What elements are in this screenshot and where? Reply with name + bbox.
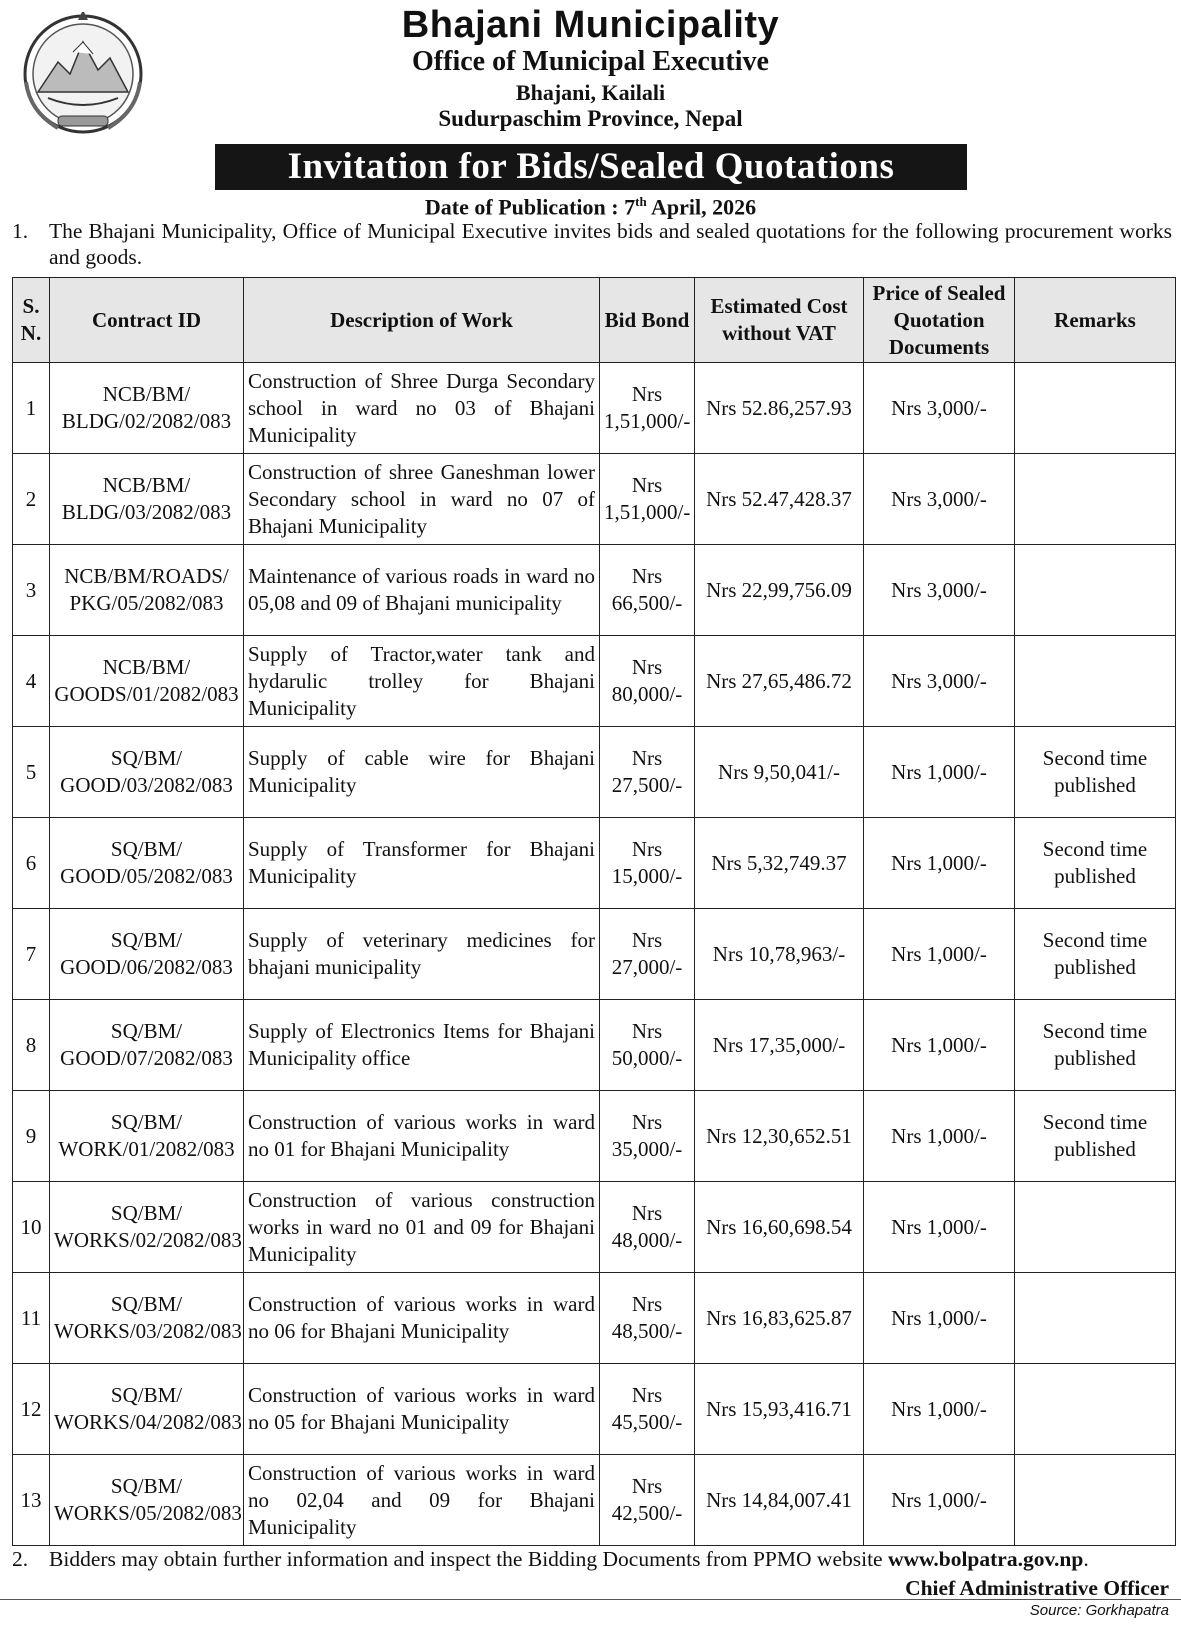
publication-date-sup: th xyxy=(635,194,647,209)
publication-date-rest: April, 2026 xyxy=(646,194,757,220)
header-remarks: Remarks xyxy=(1015,278,1176,363)
row-remarks xyxy=(1015,363,1176,454)
table-row xyxy=(13,1273,1176,1364)
row-sn: 6 xyxy=(13,818,50,909)
row-price: Nrs 1,000/- xyxy=(864,1273,1015,1364)
row-remarks: Second time published xyxy=(1015,818,1176,909)
row-price: Nrs 1,000/- xyxy=(864,727,1015,818)
row-contract-id: SQ/BM/ WORKS/02/2082/083 xyxy=(50,1182,244,1273)
row-description: Supply of Transformer for Bhajani Municipality xyxy=(244,818,600,909)
row-bid-bond: Nrs 66,500/- xyxy=(600,545,695,636)
row-price: Nrs 1,000/- xyxy=(864,1364,1015,1455)
row-description: Construction of various works in ward no 02,04 and 09 for Bhajani Municipality xyxy=(244,1455,600,1546)
signatory: Chief Administrative Officer xyxy=(905,1576,1169,1600)
row-remarks: Second time published xyxy=(1015,1000,1176,1091)
publication-date xyxy=(0,194,1181,220)
row-sn: 4 xyxy=(13,636,50,727)
row-description: Supply of veterinary medicines for bhajani municipality xyxy=(244,909,600,1000)
row-remarks xyxy=(1015,1455,1176,1546)
table-row xyxy=(13,909,1176,1000)
table-row xyxy=(13,1000,1176,1091)
row-contract-id: NCB/BM/ BLDG/02/2082/083 xyxy=(50,363,244,454)
row-sn: 2 xyxy=(13,454,50,545)
row-description: Construction of various works in ward no 06 for Bhajani Municipality xyxy=(244,1273,600,1364)
row-estimated-cost: Nrs 9,50,041/- xyxy=(695,727,864,818)
row-price: Nrs 3,000/- xyxy=(864,454,1015,545)
row-bid-bond: Nrs 48,500/- xyxy=(600,1273,695,1364)
row-sn: 8 xyxy=(13,1000,50,1091)
row-contract-id: SQ/BM/ GOOD/07/2082/083 xyxy=(50,1000,244,1091)
row-remarks xyxy=(1015,1182,1176,1273)
row-remarks: Second time published xyxy=(1015,909,1176,1000)
row-description: Supply of Electronics Items for Bhajani Municipality office xyxy=(244,1000,600,1091)
row-remarks xyxy=(1015,636,1176,727)
header-sn: S. N. xyxy=(13,278,50,363)
row-estimated-cost: Nrs 14,84,007.41 xyxy=(695,1455,864,1546)
row-sn: 11 xyxy=(13,1273,50,1364)
table-row xyxy=(13,454,1176,545)
table-row xyxy=(13,1091,1176,1182)
row-contract-id: SQ/BM/ WORKS/05/2082/083 xyxy=(50,1455,244,1546)
row-estimated-cost: Nrs 27,65,486.72 xyxy=(695,636,864,727)
row-estimated-cost: Nrs 52.86,257.93 xyxy=(695,363,864,454)
row-sn: 7 xyxy=(13,909,50,1000)
row-description: Construction of shree Ganeshman lower Secondary school in ward no 07 of Bhajani Municipality xyxy=(244,454,600,545)
row-remarks xyxy=(1015,454,1176,545)
header-contract-id: Contract ID xyxy=(50,278,244,363)
row-remarks xyxy=(1015,1364,1176,1455)
notice-title: Invitation for Bids/Sealed Quotations xyxy=(215,144,967,190)
row-estimated-cost: Nrs 5,32,749.37 xyxy=(695,818,864,909)
row-bid-bond: Nrs 15,000/- xyxy=(600,818,695,909)
row-estimated-cost: Nrs 22,99,756.09 xyxy=(695,545,864,636)
office-name: Office of Municipal Executive xyxy=(412,46,769,77)
row-contract-id: NCB/BM/ GOODS/01/2082/083 xyxy=(50,636,244,727)
row-price: Nrs 3,000/- xyxy=(864,545,1015,636)
row-bid-bond: Nrs 1,51,000/- xyxy=(600,454,695,545)
row-price: Nrs 1,000/- xyxy=(864,909,1015,1000)
table-row xyxy=(13,818,1176,909)
row-contract-id: SQ/BM/ GOOD/05/2082/083 xyxy=(50,818,244,909)
row-description: Construction of various works in ward no 05 for Bhajani Municipality xyxy=(244,1364,600,1455)
row-description: Construction of various construction works in ward no 01 and 09 for Bhajani Municipality xyxy=(244,1182,600,1273)
row-description: Maintenance of various roads in ward no 05,08 and 09 of Bhajani municipality xyxy=(244,545,600,636)
row-contract-id: SQ/BM/ WORKS/04/2082/083 xyxy=(50,1364,244,1455)
row-contract-id: SQ/BM/ GOOD/03/2082/083 xyxy=(50,727,244,818)
row-sn: 13 xyxy=(13,1455,50,1546)
row-remarks xyxy=(1015,1273,1176,1364)
row-bid-bond: Nrs 42,500/- xyxy=(600,1455,695,1546)
row-contract-id: SQ/BM/ GOOD/06/2082/083 xyxy=(50,909,244,1000)
table-row xyxy=(13,1364,1176,1455)
publication-date-label: Date of Publication : 7 xyxy=(424,194,636,220)
bids-table xyxy=(12,277,1176,1546)
row-bid-bond: Nrs 48,000/- xyxy=(600,1182,695,1273)
source-credit: Source: Gorkhapatra xyxy=(1029,1602,1169,1619)
row-price: Nrs 1,000/- xyxy=(864,1455,1015,1546)
row-sn: 3 xyxy=(13,545,50,636)
header-price: Price of Sealed Quotation Documents xyxy=(864,278,1015,363)
row-bid-bond: Nrs 27,000/- xyxy=(600,909,695,1000)
row-remarks: Second time published xyxy=(1015,727,1176,818)
row-description: Construction of Shree Durga Secondary school in ward no 03 of Bhajani Municipality xyxy=(244,363,600,454)
intro-number: 1. xyxy=(12,219,29,243)
intro-text: The Bhajani Municipality, Office of Municipal Executive invites bids and sealed quotations for the following procurement works and goods. xyxy=(49,219,1172,269)
table-row xyxy=(13,727,1176,818)
footer-text xyxy=(49,1547,1089,1572)
row-contract-id: NCB/BM/ROADS/ PKG/05/2082/083 xyxy=(50,545,244,636)
row-bid-bond: Nrs 35,000/- xyxy=(600,1091,695,1182)
row-estimated-cost: Nrs 12,30,652.51 xyxy=(695,1091,864,1182)
row-estimated-cost: Nrs 16,60,698.54 xyxy=(695,1182,864,1273)
table-header-row xyxy=(13,278,1176,363)
row-sn: 5 xyxy=(13,727,50,818)
row-sn: 10 xyxy=(13,1182,50,1273)
table-row xyxy=(13,636,1176,727)
office-location: Bhajani, Kailali xyxy=(515,80,666,105)
municipality-name: Bhajani Municipality xyxy=(401,4,780,46)
row-bid-bond: Nrs 50,000/- xyxy=(600,1000,695,1091)
row-price: Nrs 1,000/- xyxy=(864,818,1015,909)
row-sn: 9 xyxy=(13,1091,50,1182)
table-row xyxy=(13,363,1176,454)
row-contract-id: SQ/BM/ WORK/01/2082/083 xyxy=(50,1091,244,1182)
row-estimated-cost: Nrs 10,78,963/- xyxy=(695,909,864,1000)
row-estimated-cost: Nrs 52.47,428.37 xyxy=(695,454,864,545)
header-bid-bond: Bid Bond xyxy=(600,278,695,363)
row-bid-bond: Nrs 27,500/- xyxy=(600,727,695,818)
table-row xyxy=(13,545,1176,636)
row-contract-id: SQ/BM/ WORKS/03/2082/083 xyxy=(50,1273,244,1364)
row-price: Nrs 1,000/- xyxy=(864,1091,1015,1182)
row-sn: 1 xyxy=(13,363,50,454)
row-estimated-cost: Nrs 15,93,416.71 xyxy=(695,1364,864,1455)
office-province: Sudurpaschim Province, Nepal xyxy=(438,106,743,131)
row-bid-bond: Nrs 1,51,000/- xyxy=(600,363,695,454)
row-estimated-cost: Nrs 17,35,000/- xyxy=(695,1000,864,1091)
table-row xyxy=(13,1455,1176,1546)
row-estimated-cost: Nrs 16,83,625.87 xyxy=(695,1273,864,1364)
source-divider xyxy=(0,1599,1181,1600)
footer-number: 2. xyxy=(12,1547,29,1571)
footer-text-end: . xyxy=(1083,1547,1089,1571)
row-bid-bond: Nrs 45,500/- xyxy=(600,1364,695,1455)
header-estimated-cost: Estimated Cost without VAT xyxy=(695,278,864,363)
row-sn: 12 xyxy=(13,1364,50,1455)
row-price: Nrs 1,000/- xyxy=(864,1182,1015,1273)
row-contract-id: NCB/BM/ BLDG/03/2082/083 xyxy=(50,454,244,545)
row-price: Nrs 3,000/- xyxy=(864,636,1015,727)
row-remarks xyxy=(1015,545,1176,636)
row-remarks: Second time published xyxy=(1015,1091,1176,1182)
bolpatra-link[interactable]: www.bolpatra.gov.np xyxy=(887,1547,1084,1571)
footer-text-body: Bidders may obtain further information and inspect the Bidding Documents from PPMO website xyxy=(49,1547,888,1571)
row-description: Supply of cable wire for Bhajani Municipality xyxy=(244,727,600,818)
row-description: Construction of various works in ward no 01 for Bhajani Municipality xyxy=(244,1091,600,1182)
row-price: Nrs 3,000/- xyxy=(864,363,1015,454)
header-description: Description of Work xyxy=(244,278,600,363)
row-price: Nrs 1,000/- xyxy=(864,1000,1015,1091)
table-row xyxy=(13,1182,1176,1273)
row-description: Supply of Tractor,water tank and hydarulic trolley for Bhajani Municipality xyxy=(244,636,600,727)
row-bid-bond: Nrs 80,000/- xyxy=(600,636,695,727)
